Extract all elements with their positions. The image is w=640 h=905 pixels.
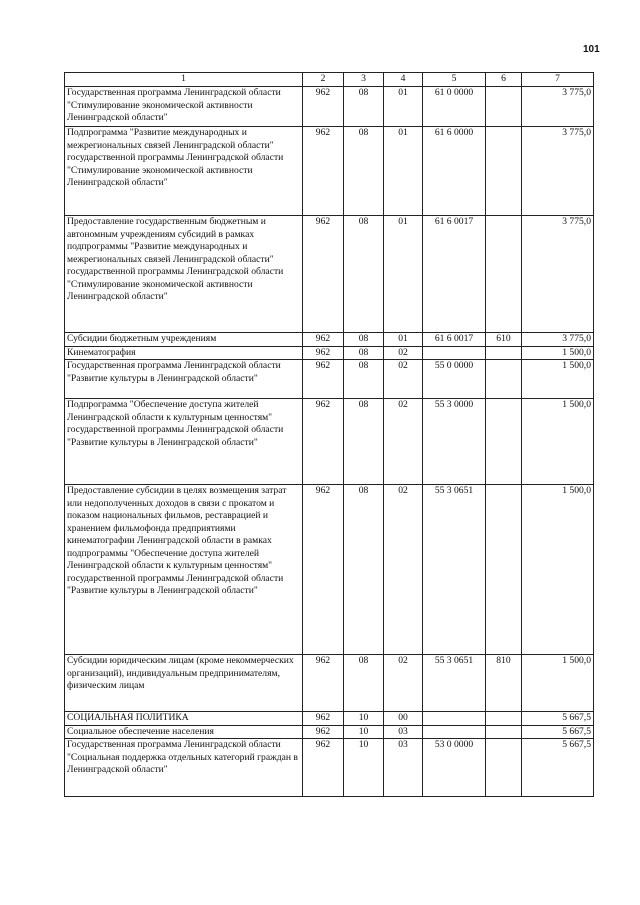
cell-col3: 08 [344, 485, 384, 655]
cell-col3: 08 [344, 360, 384, 399]
cell-col4: 03 [384, 725, 423, 739]
cell-col6 [486, 216, 522, 333]
table-row [65, 216, 594, 333]
column-header: 1 [65, 73, 303, 87]
row-name: Предоставление государственным бюджетным и автономным учреждениям субсидий в рамках подпрограммы "Развитие международных и межрегиональных связей Ленинградской области" государственной программы Ленинградской области "Стимулирование экономической активности Ленинградской области" [65, 216, 303, 333]
cell-col4: 01 [384, 333, 423, 347]
row-name: Государственная программа Ленинградской области "Социальная поддержка отдельных категорий граждан в Ленинградской области" [65, 739, 303, 797]
cell-col4: 02 [384, 346, 423, 360]
cell-col7: 5 667,5 [522, 712, 594, 726]
table-row [65, 485, 594, 655]
cell-col5: 61 6 0017 [423, 216, 486, 333]
cell-col3: 08 [344, 216, 384, 333]
row-name: Кинематография [65, 346, 303, 360]
row-name: Государственная программа Ленинградской области "Стимулирование экономической активности Ленинградской области" [65, 87, 303, 127]
cell-col3: 08 [344, 127, 384, 216]
cell-col4: 01 [384, 87, 423, 127]
cell-col7: 1 500,0 [522, 485, 594, 655]
cell-col4: 02 [384, 655, 423, 712]
cell-col2: 962 [303, 655, 344, 712]
row-name: СОЦИАЛЬНАЯ ПОЛИТИКА [65, 712, 303, 726]
cell-col2: 962 [303, 712, 344, 726]
cell-col3: 10 [344, 725, 384, 739]
row-name: Субсидии бюджетным учреждениям [65, 333, 303, 347]
row-name: Подпрограмма "Развитие международных и межрегиональных связей Ленинградской области" государственной программы Ленинградской области "Стимулирование экономической активности Ленинградской области" [65, 127, 303, 216]
table-row [65, 712, 594, 726]
table-row [65, 346, 594, 360]
cell-col6 [486, 87, 522, 127]
table-row [65, 739, 594, 797]
cell-col5: 55 0 0000 [423, 360, 486, 399]
cell-col5: 55 3 0651 [423, 655, 486, 712]
cell-col4: 01 [384, 127, 423, 216]
cell-col6 [486, 725, 522, 739]
cell-col7: 3 775,0 [522, 333, 594, 347]
cell-col7: 3 775,0 [522, 127, 594, 216]
cell-col2: 962 [303, 739, 344, 797]
cell-col7: 1 500,0 [522, 360, 594, 399]
column-header: 4 [384, 73, 423, 87]
cell-col6 [486, 485, 522, 655]
table-row [65, 333, 594, 347]
cell-col2: 962 [303, 127, 344, 216]
header-row [65, 73, 594, 87]
cell-col4: 02 [384, 360, 423, 399]
cell-col3: 08 [344, 346, 384, 360]
column-header: 5 [423, 73, 486, 87]
cell-col3: 08 [344, 399, 384, 485]
table-row [65, 725, 594, 739]
cell-col5: 61 6 0017 [423, 333, 486, 347]
cell-col2: 962 [303, 87, 344, 127]
cell-col6: 610 [486, 333, 522, 347]
cell-col5: 61 0 0000 [423, 87, 486, 127]
cell-col5: 55 3 0651 [423, 485, 486, 655]
cell-col2: 962 [303, 399, 344, 485]
cell-col7: 5 667,5 [522, 739, 594, 797]
cell-col4: 01 [384, 216, 423, 333]
column-header: 7 [522, 73, 594, 87]
cell-col4: 00 [384, 712, 423, 726]
table-row [65, 87, 594, 127]
cell-col4: 02 [384, 485, 423, 655]
cell-col2: 962 [303, 725, 344, 739]
cell-col5 [423, 712, 486, 726]
table-row [65, 655, 594, 712]
cell-col3: 08 [344, 655, 384, 712]
cell-col7: 5 667,5 [522, 725, 594, 739]
cell-col3: 08 [344, 333, 384, 347]
cell-col2: 962 [303, 216, 344, 333]
cell-col7: 1 500,0 [522, 655, 594, 712]
cell-col6 [486, 127, 522, 216]
cell-col5 [423, 725, 486, 739]
cell-col6 [486, 360, 522, 399]
row-name: Подпрограмма "Обеспечение доступа жителей Ленинградской области к культурным ценностям" государственной программы Ленинградской области "Развитие культуры в Ленинградской области" [65, 399, 303, 485]
cell-col6 [486, 346, 522, 360]
cell-col6 [486, 712, 522, 726]
row-name: Государственная программа Ленинградской области "Развитие культуры в Ленинградской области" [65, 360, 303, 399]
cell-col7: 3 775,0 [522, 216, 594, 333]
cell-col7: 3 775,0 [522, 87, 594, 127]
cell-col5: 53 0 0000 [423, 739, 486, 797]
cell-col2: 962 [303, 346, 344, 360]
cell-col2: 962 [303, 485, 344, 655]
row-name: Предоставление субсидии в целях возмещения затрат или недополученных доходов в связи с прокатом и показом национальных фильмов, реставрацией и хранением фильмофонда предприятиями кинематографии Ленинградской области в рамках подпрограммы "Обеспечение доступа жителей Ленинградской области к культурным ценностям" государственной программы Ленинградской области "Развитие культуры в Ленинградской области" [65, 485, 303, 655]
cell-col6: 810 [486, 655, 522, 712]
row-name: Субсидии юридическим лицам (кроме некоммерческих организаций), индивидуальным предпринимателям, физическим лицам [65, 655, 303, 712]
cell-col5 [423, 346, 486, 360]
row-name: Социальное обеспечение населения [65, 725, 303, 739]
cell-col6 [486, 739, 522, 797]
budget-table [64, 72, 594, 797]
cell-col3: 10 [344, 739, 384, 797]
cell-col2: 962 [303, 360, 344, 399]
cell-col6 [486, 399, 522, 485]
cell-col7: 1 500,0 [522, 399, 594, 485]
column-header: 3 [344, 73, 384, 87]
cell-col4: 02 [384, 399, 423, 485]
column-header: 2 [303, 73, 344, 87]
column-header: 6 [486, 73, 522, 87]
table-row [65, 360, 594, 399]
page-number: 101 [583, 44, 600, 55]
cell-col7: 1 500,0 [522, 346, 594, 360]
table-row [65, 127, 594, 216]
cell-col5: 55 3 0000 [423, 399, 486, 485]
table-row [65, 399, 594, 485]
cell-col2: 962 [303, 333, 344, 347]
cell-col3: 10 [344, 712, 384, 726]
cell-col4: 03 [384, 739, 423, 797]
cell-col3: 08 [344, 87, 384, 127]
cell-col5: 61 6 0000 [423, 127, 486, 216]
